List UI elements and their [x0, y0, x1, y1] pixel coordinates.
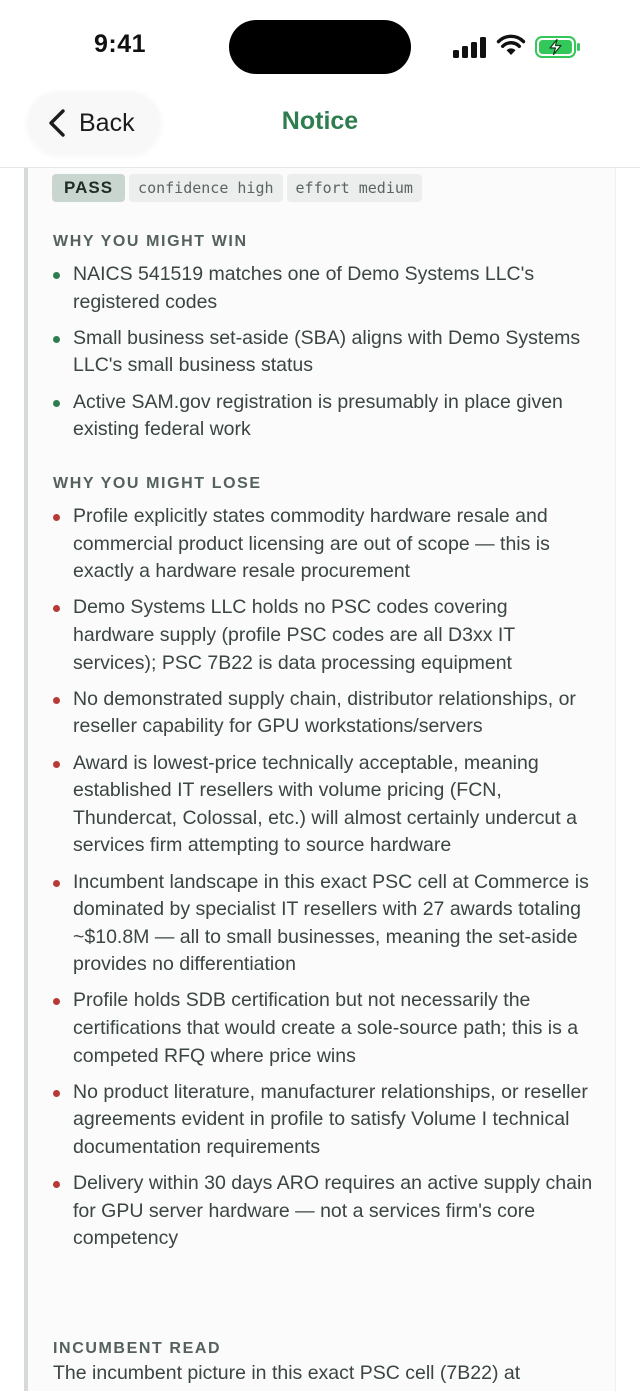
list-item: Profile holds SDB certification but not necessarily the certifications that would create a sole-source path; this is a competed RFQ where price wins [53, 987, 593, 1070]
bullet-dot-icon [53, 1090, 60, 1097]
status-bar [0, 0, 640, 92]
battery-icon [535, 36, 581, 58]
list-item: Active SAM.gov registration is presumably in place given existing federal work [53, 389, 593, 444]
bullet-dot-icon [53, 880, 60, 887]
navigation-bar [0, 92, 640, 168]
bullet-dot-icon [53, 400, 60, 407]
bullet-dot-icon [53, 1181, 60, 1188]
verdict-badge: PASS [52, 174, 125, 202]
status-time: 9:41 [94, 30, 147, 58]
bullet-dot-icon [53, 514, 60, 521]
win-list [53, 261, 593, 452]
list-item: Award is lowest-price technically acceptable, meaning established IT resellers with volume pricing (FCN, Thundercat, Colossal, etc.) will almost certainly undercut a services firm attempting to source hardware [53, 750, 593, 860]
incumbent-heading: INCUMBENT READ [53, 1340, 222, 1357]
wifi-icon [496, 33, 526, 57]
list-item: Incumbent landscape in this exact PSC cell at Commerce is dominated by specialist IT resellers with 27 awards totaling ~$10.8M — all to small businesses, meaning the set-aside provides no differentiation [53, 869, 593, 979]
bullet-dot-icon [53, 761, 60, 768]
cellular-signal-icon [453, 36, 487, 58]
bullet-dot-icon [53, 272, 60, 279]
list-item: NAICS 541519 matches one of Demo Systems LLC's registered codes [53, 261, 593, 316]
list-item: Demo Systems LLC holds no PSC codes covering hardware supply (profile PSC codes are all D3xx IT services); PSC 7B22 is data processing equipment [53, 594, 593, 677]
list-item: Profile explicitly states commodity hardware resale and commercial product licensing are out of scope — this is exactly a hardware resale procurement [53, 503, 593, 586]
win-heading: WHY YOU MIGHT WIN [53, 233, 248, 250]
list-item: Delivery within 30 days ARO requires an active supply chain for GPU server hardware — not a services firm's core competency [53, 1170, 593, 1253]
bullet-dot-icon [53, 697, 60, 704]
incumbent-text: The incumbent picture in this exact PSC cell (7B22) at [53, 1362, 521, 1384]
effort-chip: effort medium [287, 174, 422, 202]
bullet-dot-icon [53, 336, 60, 343]
lose-heading: WHY YOU MIGHT LOSE [53, 475, 262, 492]
dynamic-island [229, 20, 411, 74]
list-item: Small business set-aside (SBA) aligns with Demo Systems LLC's small business status [53, 325, 593, 380]
lose-list [53, 503, 593, 1262]
page-title: Notice [281, 107, 359, 135]
list-item: No product literature, manufacturer relationships, or reseller agreements evident in profile to satisfy Volume I technical documentation requirements [53, 1079, 593, 1162]
notice-content[interactable] [0, 168, 640, 1391]
list-item: No demonstrated supply chain, distributor relationships, or reseller capability for GPU workstations/servers [53, 686, 593, 741]
back-label: Back [79, 109, 135, 137]
bullet-dot-icon [53, 605, 60, 612]
bullet-dot-icon [53, 998, 60, 1005]
confidence-chip: confidence high [129, 174, 282, 202]
assessment-chips [52, 174, 422, 202]
